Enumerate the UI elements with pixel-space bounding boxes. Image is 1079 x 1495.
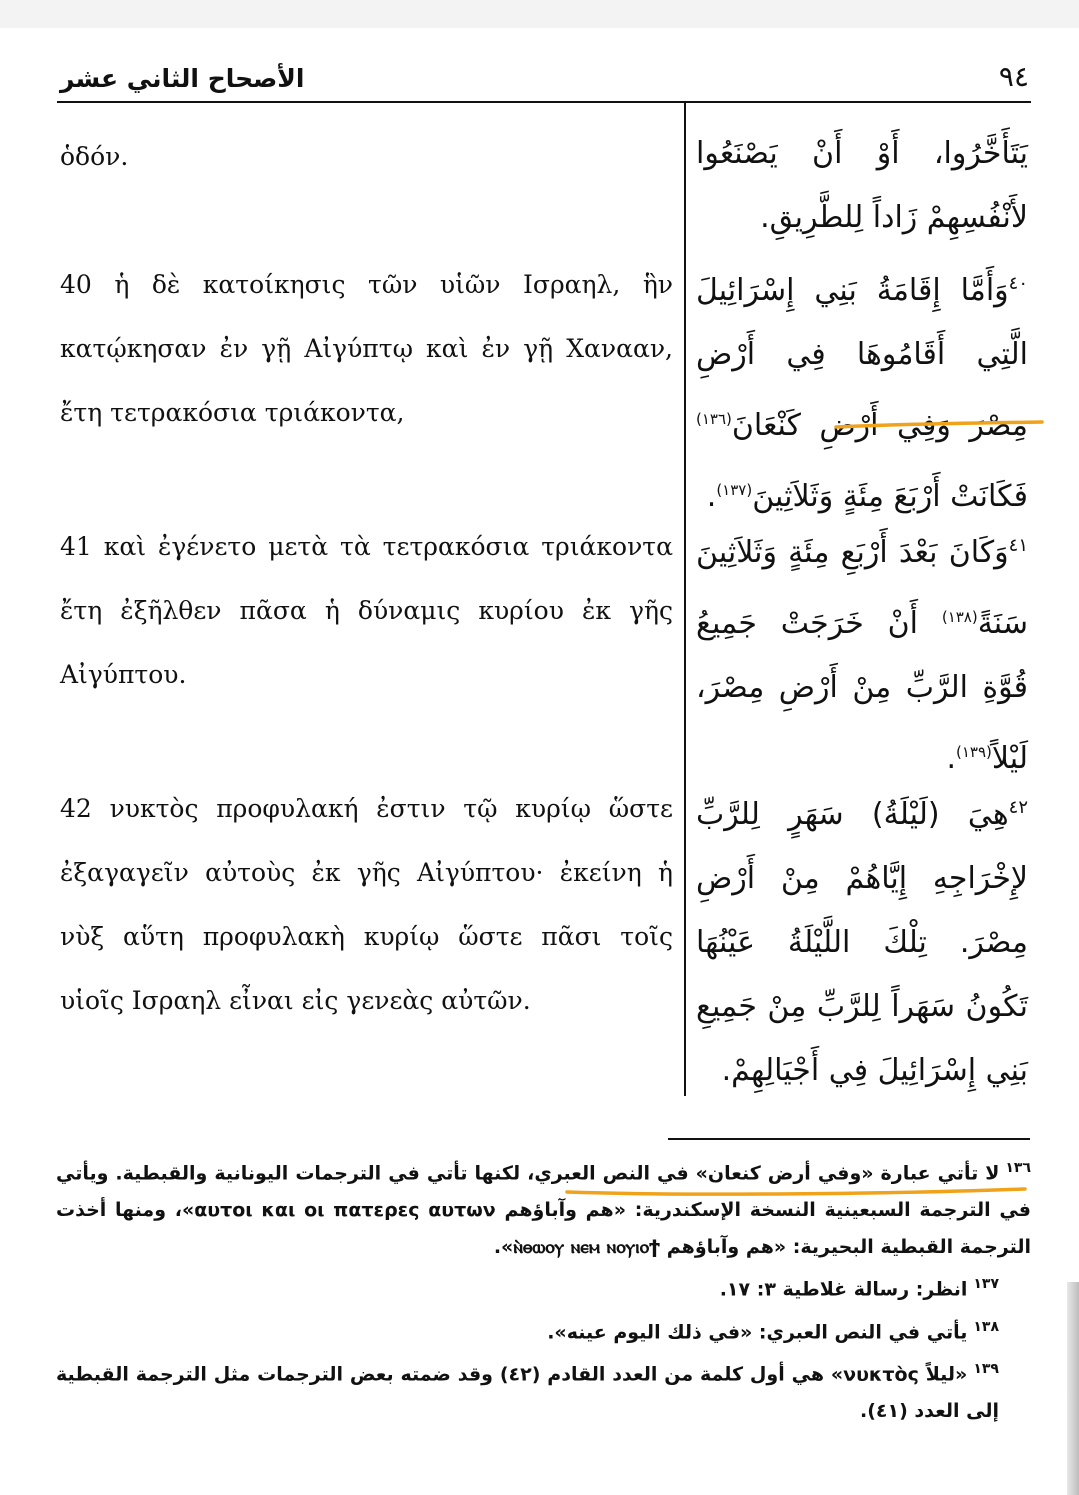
footnote-ref-139: (١٣٩) <box>956 743 992 761</box>
verse-text-cont: أَنْ خَرَجَتْ جَمِيعُ قُوَّةِ الرَّبِّ مِنْ أَرْضِ مِصْرَ، لَيْلاً <box>696 606 1028 776</box>
footnote-number: ١٣٦ <box>1005 1160 1031 1176</box>
verse-number: ٤٢ <box>1008 797 1028 818</box>
highlight-underline-footnote <box>565 1180 1027 1198</box>
arabic-verse-41 <box>696 514 1028 791</box>
arabic-verse-39-end: يَتَأَخَّرُوا، أَوْ أَنْ يَصْنَعُوا لأَنْفُسِهِمْ زَاداً لِلطَّرِيقِ. <box>696 136 1028 235</box>
footnote-ref-137: (١٣٧) <box>716 481 753 499</box>
verse-end: . <box>946 741 957 776</box>
verse-text: هِيَ (لَيْلَةُ) سَهَرٍ لِلرَّبِّ لإِخْرَاجِهِ إِيَّاهُمْ مِنْ أَرْضِ مِصْرَ. تِلْكَ اللَّيْلَةُ عَيْنُهَا تَكُونُ سَهَراً لِلرَّبِّ مِنْ جَمِيعِ بَنِي إِسْرَائِيلَ فِي أَجْيَالِهِمْ. <box>696 797 1028 1088</box>
arabic-verse-42 <box>696 776 1028 1103</box>
footnote-136 <box>56 1150 1031 1266</box>
greek-verse-39-end: ὁδόν. <box>60 142 129 171</box>
verse-text-cont: فَكَانَتْ أَرْبَعَ مِئَةٍ وَثَلاَثِينَ <box>752 479 1028 514</box>
running-title: الأصحاح الثاني عشر <box>60 64 305 93</box>
verse-text: وَأَمَّا إِقَامَةُ بَنِي إِسْرَائِيلَ الَّتِي أَقَامُوهَا فِي أَرْضِ مِصْرَ وَفِي أَرْضِ كَنْعَانَ <box>696 273 1028 443</box>
arabic-verse-40 <box>696 252 1028 529</box>
footnote-text: يأتي في النص العبري: «في ذلك اليوم عينه». <box>547 1320 968 1343</box>
page-number: ٩٤ <box>998 60 1029 93</box>
footnote-ref-136: (١٣٦) <box>696 410 732 428</box>
footnote-number: ١٣٩ <box>973 1360 999 1377</box>
top-band <box>0 0 1079 28</box>
verse-end: . <box>706 479 717 514</box>
footnote-number: ١٣٨ <box>973 1318 999 1335</box>
greek-verse-41: 41 καὶ ἐγένετο μετὰ τὰ τετρακόσια τριάκοντα ἔτη ἐξῆλθεν πᾶσα ἡ δύναμις κυρίου ἐκ γῆς Αἰγύπτου. <box>60 532 673 689</box>
column-divider <box>684 103 686 1096</box>
greek-verse-42: 42 νυκτὸς προφυλακή ἐστιν τῷ κυρίῳ ὥστε ἐξαγαγεῖν αὐτοὺς ἐκ γῆς Αἰγύπτου· ἐκείνη ἡ νὺξ αὕτη προφυλακὴ κυρίῳ ὥστε πᾶσι τοῖς υἱοῖς Ισραηλ εἶναι εἰς γενεὰς αὐτῶν. <box>60 794 673 1015</box>
verse-number: ٤٠ <box>1008 273 1028 294</box>
footnote-137 <box>56 1266 1031 1308</box>
footnote-139 <box>56 1351 1031 1430</box>
footnote-text: لا تأتي عبارة «وفي أرض كنعان» في النص العبري، لكنها تأتي في الترجمات اليونانية والقبطية. ويأتي في الترجمة السبعينية النسخة الإسكندرية: «هم وآباؤهم αυτοι και οι πατερες αυτων»، ومنها أخذت الترجمة القبطية البحيرية: «هم وآباؤهم ⲛ̀ⲑⲱⲟⲩ ⲛⲉⲙ ⲛⲟⲩⲓⲟϯ». <box>56 1162 1031 1259</box>
footnote-number: ١٣٧ <box>973 1276 999 1293</box>
footnote-text: «ليلاً νυκτὸς» هي أول كلمة من العدد القادم (٤٢) وقد ضمته بعض الترجمات مثل الترجمة القبطية إلى العدد (٤١). <box>56 1363 999 1423</box>
footnote-text: انظر: رسالة غلاطية ٣: ١٧. <box>719 1278 968 1301</box>
greek-verse-40: 40 ἡ δὲ κατοίκησις τῶν υἱῶν Ισραηλ, ἣν κατῴκησαν ἐν γῇ Αἰγύπτῳ καὶ ἐν γῇ Χανααν, ἔτη τετρακόσια τριάκοντα, <box>60 270 673 427</box>
highlight-underline-verse-40 <box>834 420 1044 430</box>
verse-number: ٤١ <box>1008 535 1028 556</box>
footnote-rule <box>668 1138 1030 1140</box>
footnote-138 <box>56 1309 1031 1351</box>
page-edge-shadow <box>1067 1282 1079 1495</box>
footnote-ref-138: (١٣٨) <box>941 608 978 626</box>
verse-text: وَكَانَ بَعْدَ أَرْبَعِ مِئَةٍ وَثَلاَثِينَ سَنَةً <box>696 535 1028 641</box>
header-rule <box>57 101 1031 103</box>
